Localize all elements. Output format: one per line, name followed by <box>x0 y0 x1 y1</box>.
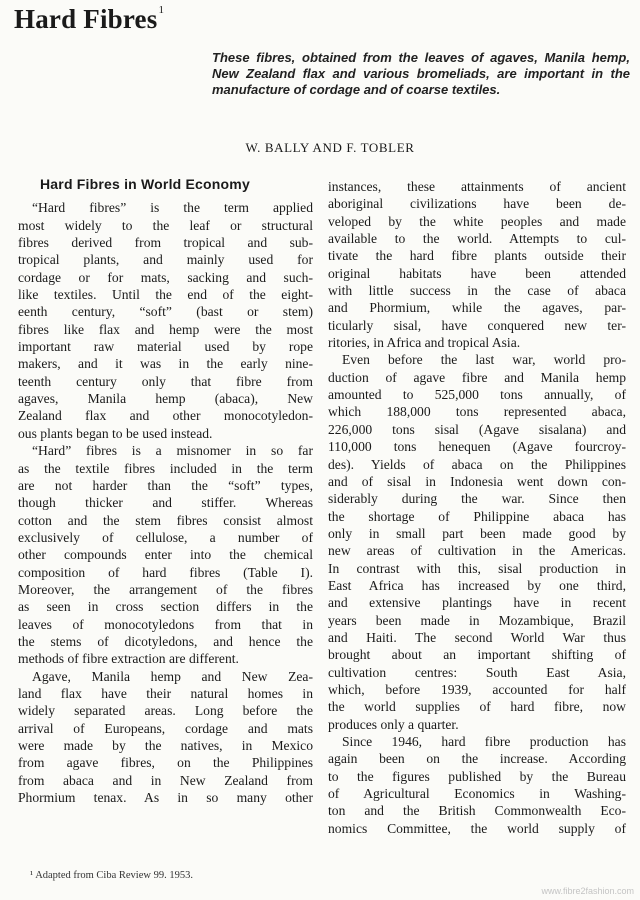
text-line: composition of hard fibres (Table I). <box>18 564 313 580</box>
text-line: methods of fibre extraction are different. <box>18 651 239 667</box>
text-line: new areas of cultivation in the Americas. <box>328 543 626 559</box>
text-line: widely separated areas. Long before the <box>18 703 313 719</box>
text-line: Since 1946, hard fibre production has <box>342 734 626 749</box>
text-line: “Hard” fibres is a misnomer in so far <box>32 443 313 459</box>
text-line: though thicker and stiffer. Whereas <box>18 495 313 511</box>
text-line: original habitats have been attended <box>328 265 626 281</box>
text-line: with little success in the case of abaca <box>328 283 626 299</box>
text-line: of Agricultural Economics in Washing- <box>328 786 626 802</box>
right-column <box>328 178 626 837</box>
text-line: only in small part been made good by <box>328 525 626 541</box>
right-column-body <box>328 178 626 837</box>
text-line: makers, and it was in the early nine- <box>18 356 313 372</box>
text-line: tivate the hard fibre plants outside their <box>328 248 626 264</box>
text-line: cultivation centres: South East Asia, <box>328 664 626 680</box>
text-line: from abaca and in New Zealand from <box>18 772 313 788</box>
text-line: eenth century, “soft” (bast or stem) <box>18 304 313 320</box>
text-line: and Haiti. The second World War thus <box>328 629 626 645</box>
text-line: again been on the increase. According <box>328 751 626 767</box>
text-line: ticularly sisal, have conquered new ter- <box>328 317 626 333</box>
text-line: instances, these attainments of ancient <box>328 179 626 194</box>
text-line: available to the world. Attempts to cul- <box>328 231 626 247</box>
text-line: 226,000 tons sisal (Agave sisalana) and <box>328 421 626 437</box>
article-authors: W. BALLY AND F. TOBLER <box>245 140 415 155</box>
text-line: Moreover, the arrangement of the fibres <box>18 581 313 597</box>
text-line: East Africa has increased by one third, <box>328 577 626 593</box>
text-line: brought about an important shifting of <box>328 647 626 663</box>
text-line: duction of agave fibre and Manila hemp <box>328 369 626 385</box>
text-line: the shortage of Philippine abaca has <box>328 508 626 524</box>
text-line: 110,000 tons henequen (Agave fourcroy- <box>328 439 626 455</box>
text-line: important raw material used by rope <box>18 339 313 355</box>
text-line: which, before 1939, accounted for half <box>328 681 626 697</box>
text-line: and of sisal in Indonesia went down con- <box>328 473 626 489</box>
article-abstract: These fibres, obtained from the leaves of agaves, Manila hemp, New Zealand flax and various bromeliads, are important in the manufacture of cordage and of coarse textiles. <box>212 50 630 97</box>
text-line: are not harder than the “soft” types, <box>18 477 313 493</box>
title-footnote-mark: 1 <box>158 4 165 16</box>
text-line: the world supplies of hard fibre, now <box>328 699 626 715</box>
text-line: as seen in cross section differs in the <box>18 599 313 615</box>
text-line: Phormium tenax. As in so many other <box>18 790 313 806</box>
text-line: to the figures published by the Bureau <box>328 768 626 784</box>
watermark: www.fibre2fashion.com <box>541 886 634 896</box>
text-line: years been made in Mozambique, Brazil <box>328 612 626 628</box>
article-title <box>14 4 164 35</box>
text-line: were made by the natives, in Mexico <box>18 738 313 753</box>
text-line: ous plants began to be used instead. <box>18 425 213 441</box>
text-line: leaves of monocotyledons from that in <box>18 616 313 632</box>
text-line: ton and the British Commonwealth Eco- <box>328 803 626 819</box>
text-line: fibres derived from tropical and sub- <box>18 235 313 251</box>
text-line: Zealand flax and other monocotyledon- <box>18 408 313 424</box>
text-line: Even before the last war, world pro- <box>342 352 626 368</box>
section-heading: Hard Fibres in World Economy <box>40 176 250 192</box>
title-text: Hard Fibres <box>14 4 158 34</box>
text-line: cordage or for mats, sacking and such- <box>18 269 313 285</box>
text-line: arrival of Europeans, cordage and mats <box>18 720 313 736</box>
text-line: Agave, Manila hemp and New Zea- <box>32 668 313 684</box>
text-line: and extensive plantings have in recent <box>328 595 626 611</box>
text-line: aboriginal civilizations have been de- <box>328 196 626 212</box>
text-line: teenth century only that fibre from <box>18 373 313 389</box>
text-line: des). Yields of abaca on the Philippines <box>328 456 626 472</box>
text-line: land flax have their natural homes in <box>18 685 313 701</box>
text-line: siderably during the war. Since then <box>328 491 626 507</box>
text-line: agaves, Manila hemp (abaca), New <box>18 391 313 407</box>
text-line: from agave fibres, on the Philippines <box>18 755 313 771</box>
text-line: In contrast with this, sisal production in <box>328 560 626 576</box>
text-line: the stems of dicotyledons, and hence the <box>18 633 313 649</box>
text-line: nomics Committee, the world supply of <box>328 820 626 836</box>
text-line: exclusively of cellulose, a number of <box>18 529 313 545</box>
footnote: ¹ Adapted from Ciba Review 99. 1953. <box>30 870 193 881</box>
text-line: ritories, in Africa and tropical Asia. <box>328 335 521 351</box>
text-line: “Hard fibres” is the term applied <box>32 200 313 216</box>
text-line: like textiles. Until the end of the eight- <box>18 287 313 303</box>
text-line: which 188,000 tons represented abaca, <box>328 404 626 420</box>
text-line: amounted to 525,000 tons annually, of <box>328 387 626 403</box>
text-line: most widely to the leaf or structural <box>18 217 313 233</box>
text-line: and Phormium, while the agaves, par- <box>328 300 626 316</box>
text-line: cotton and the stem fibres consist almost <box>18 512 313 528</box>
text-line: fibres like flax and hemp were the most <box>18 321 313 337</box>
text-line: as the textile fibres included in the term <box>18 460 313 476</box>
text-line: other compounds enter into the chemical <box>18 547 313 563</box>
left-column-body <box>18 199 313 806</box>
left-column <box>18 176 313 806</box>
text-line: veloped by the white peoples and made <box>328 213 626 229</box>
text-line: produces only a quarter. <box>328 716 459 732</box>
text-line: tropical plants, and mainly used for <box>18 252 313 268</box>
